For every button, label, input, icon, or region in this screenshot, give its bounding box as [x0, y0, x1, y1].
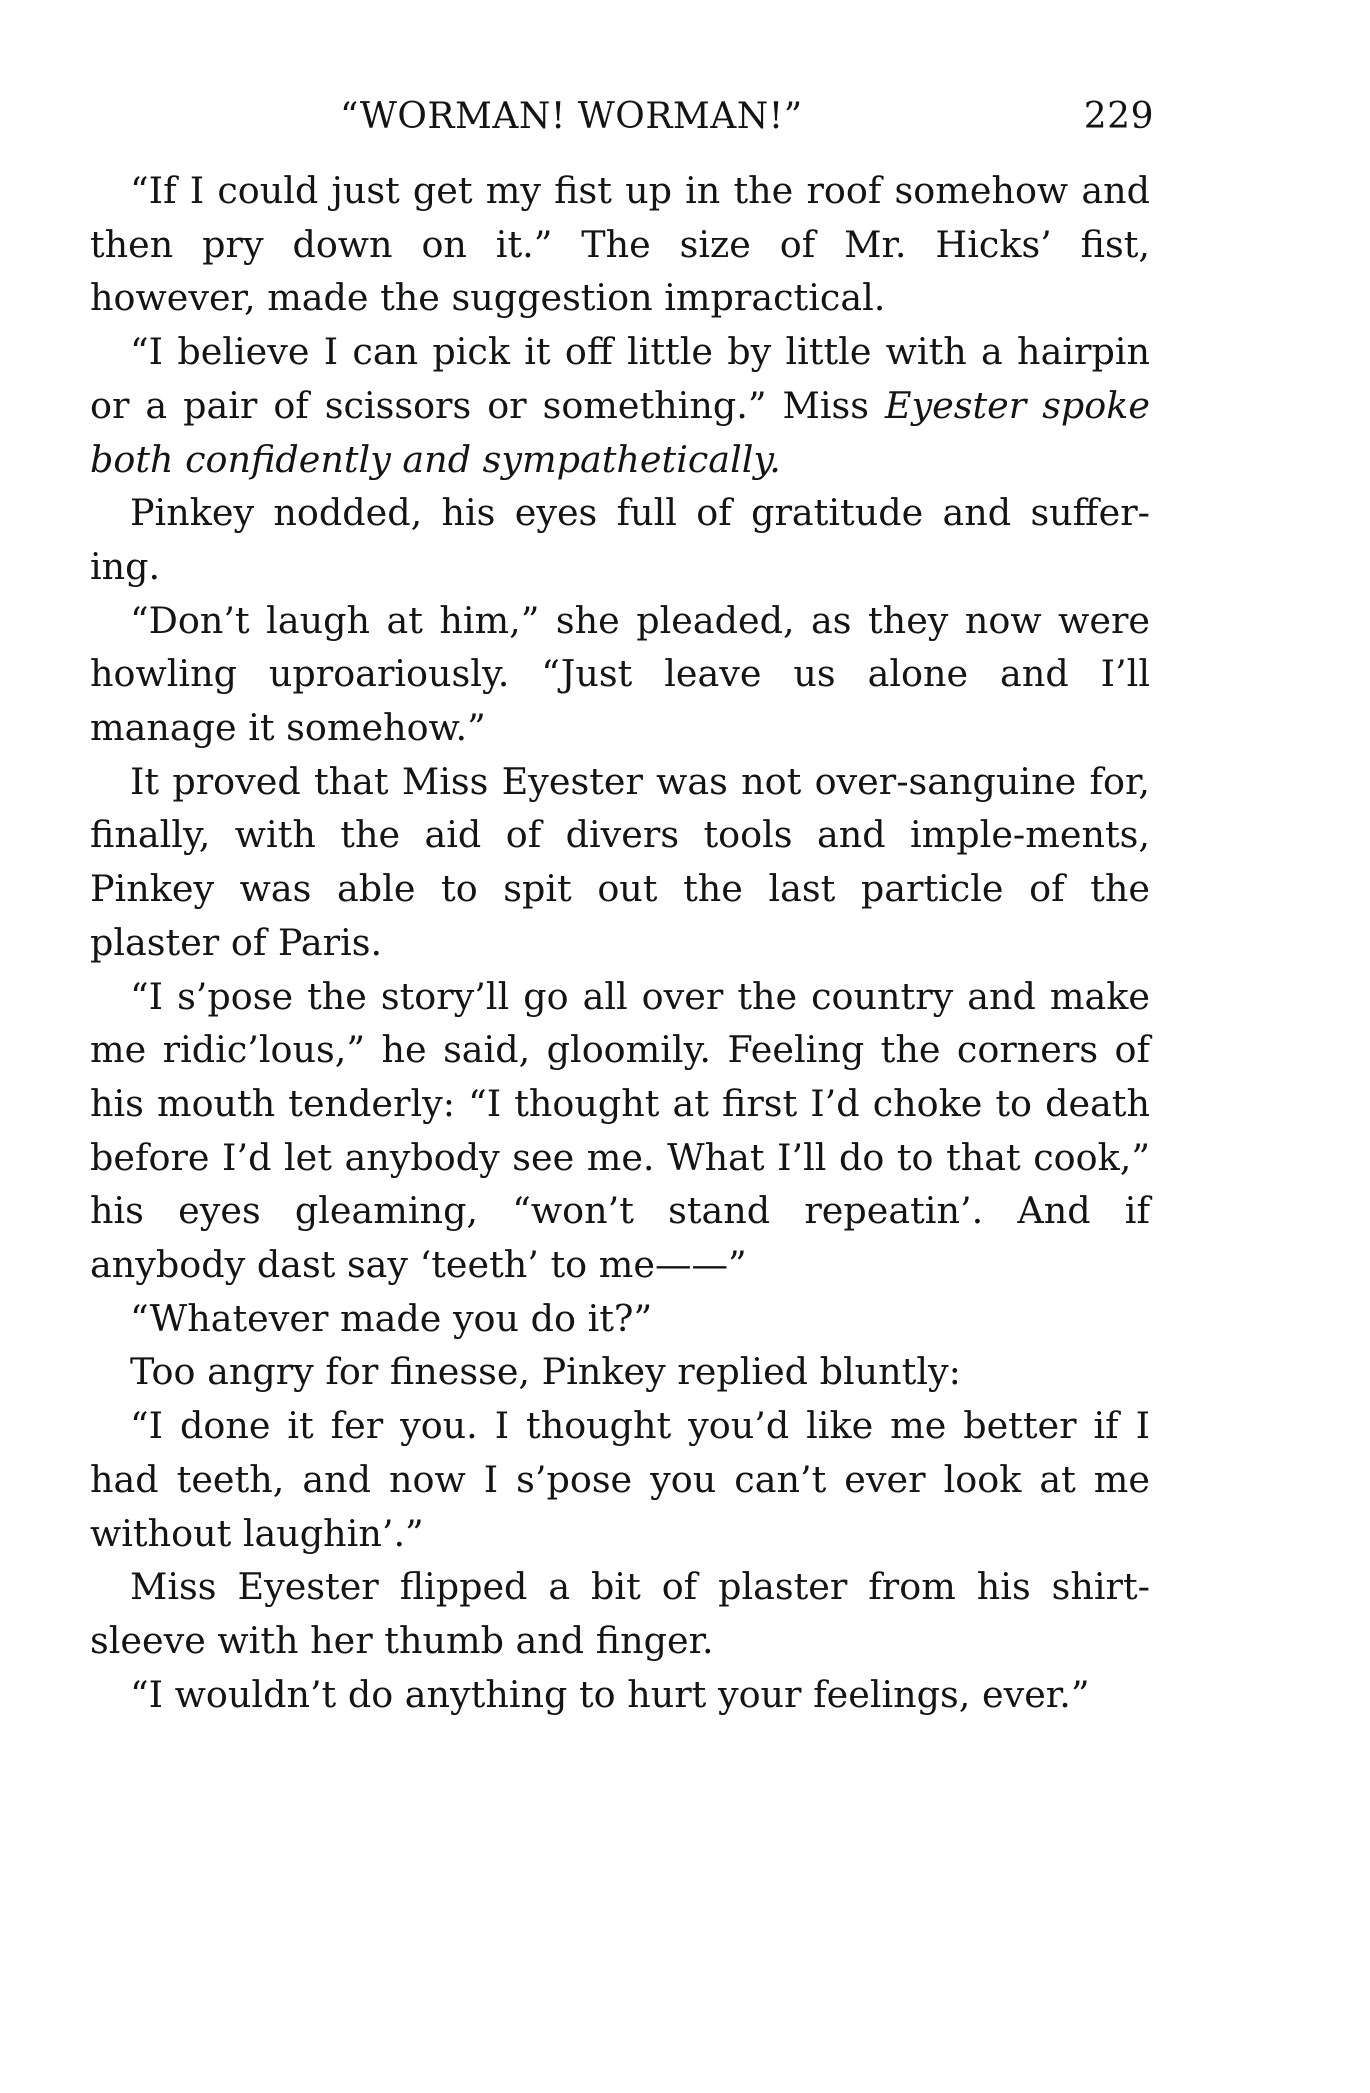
paragraph-7 [90, 1292, 1150, 1346]
paragraph-4 [90, 594, 1150, 755]
paragraph-10-text: Miss Eyester flipped a bit of plaster from his shirt-sleeve with her thumb and finger. [90, 1565, 1150, 1662]
paragraph-2-italic-text: Eyester spoke both confidently and sympathetically. [90, 383, 1150, 481]
paragraph-4-text: “Don’t laugh at him,” she pleaded, as they now were howling uproariously. “Just leave us alone and I’ll manage it somehow.” [90, 598, 1150, 750]
paragraph-5 [90, 755, 1150, 970]
paragraph-10 [90, 1560, 1150, 1667]
paragraph-3-text: Pinkey nodded, his eyes full of gratitude and suffer-ing. [90, 491, 1150, 588]
paragraph-11-text: “I wouldn’t do anything to hurt your feelings, ever.” [130, 1672, 1090, 1716]
paragraph-3 [90, 486, 1150, 593]
body-text [90, 164, 1150, 1721]
paragraph-2-text: “I believe I can pick it off little by little with a hairpin or a pair of scissors or something.” Miss [90, 330, 1150, 427]
page-number: 229 [1083, 96, 1154, 137]
running-title: “WORMAN! WORMAN!” [340, 96, 803, 137]
paragraph-6-text: “I s’pose the story’ll go all over the country and make me ridic’lous,” he said, gloomily. Feeling the corners of his mouth tenderly: “I thought at first I’d choke to death before I’d let anybody see me. What I’ll do to that cook,” his eyes gleaming, “won’t stand repeatin’. And if anybody dast say ‘teeth’ to me——” [90, 974, 1150, 1287]
paragraph-8-text: Too angry for finesse, Pinkey replied bluntly: [130, 1350, 961, 1394]
paragraph-1-text: “If I could just get my fist up in the roof somehow and then pry down on it.” The size of Mr. Hicks’ fist, however, made the suggestion impractical. [90, 169, 1150, 320]
running-head [90, 90, 1154, 154]
paragraph-8 [90, 1345, 1150, 1399]
paragraph-1 [90, 164, 1150, 325]
paragraph-9 [90, 1399, 1150, 1560]
paragraph-2 [90, 325, 1150, 486]
book-page [90, 90, 1154, 2040]
paragraph-11 [90, 1668, 1150, 1722]
paragraph-5-text: It proved that Miss Eyester was not over-sanguine for, finally, with the aid of divers tools and imple-ments, Pinkey was able to spit out the last particle of the plaster of Paris. [90, 759, 1150, 964]
paragraph-7-text: “Whatever made you do it?” [130, 1296, 653, 1340]
paragraph-9-text: “I done it fer you. I thought you’d like me better if I had teeth, and now I s’pose you can’t ever look at me without laughin’.” [90, 1404, 1150, 1555]
paragraph-6 [90, 970, 1150, 1292]
